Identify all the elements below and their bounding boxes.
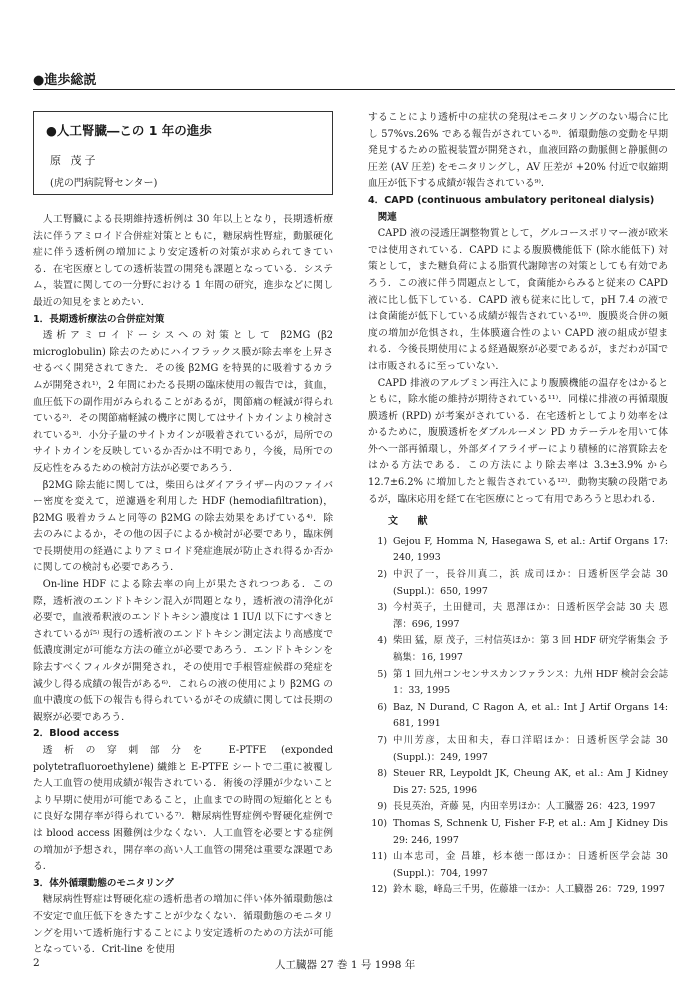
reference-item: 4) 柴田 猛，原 茂子，三村信英ほか：第 3 回 HDF 研究学術集会 予稿集：16, 1997 xyxy=(377,635,668,663)
paragraph: 糖尿病性腎症は腎硬化症の透析患者の増加に伴い体外循環動態は不安定で血圧低下をきたすことが少なくない．循環動態のモニタリングを用いて透析施行することにより安定透析のための方法が可能となっている．Crit-line を使用 xyxy=(33,894,333,956)
reference-item: 9) 長見英治，斉藤 晃，内田幸男ほか：人工臓器 26：423, 1997 xyxy=(377,801,656,813)
reference-item: 6) Baz, N Durand, C Ragon A, et al.: Int J Artif Organs 14: 681, 1991 xyxy=(377,701,668,730)
section-2-heading: 2．Blood access xyxy=(33,728,120,740)
title-box xyxy=(33,111,333,195)
paragraph: 透析の穿刺部分を E-PTFE (exponded polytetrafluoroethylene) 繊維と E-PTFE シートで二重に被覆した人工血管の使用成績が報告されている．術後の浮腫が少ないことより早期に使用が可能であること，止血までの時間の短縮化とともに良好な開存率が得られている⁷⁾．糖尿病性腎症例や腎硬化症例では blood access 困難例は少なくない．人工血管を必要とする症例の増加が予想され，開存率の高い人工血管の開発は重要な課題である． xyxy=(33,745,333,873)
reference-item: 2) 中沢了一，長谷川真二，浜 成司ほか：日透析医学会誌 30 (Suppl.)：650, 1997 xyxy=(377,569,668,597)
paragraph: CAPD 液の浸透圧調整物質として，グルコースポリマー液が欧米では使用されている．CAPD による腹膜機能低下 (除水能低下) 対策として，また糖負荷による脂質代謝障害の対策としても有効であろう．この液に伴う問題点として，食菌能からみると従来の CAPD 液に比し低下している．CAPD 液も従来に比して，pH 7.4 の液では食菌能が低下している成績が報告されている¹⁰⁾．腹膜炎合併の頻度の増加が危惧され，生体膜適合性のよい CAPD 液の組成が望まれる．今後長期使用による経過観察が必要であるが，まだわが国では市販されるに至っていない． xyxy=(368,228,668,372)
paragraph: On-line HDF による除去率の向上が果たされつつある．この際，透析液のエンドトキシン混入が問題となり，透析液の清浄化が必要で，血液希釈液のエンドトキシン濃度は 1 IU/l 以下にすべきとされているが⁵⁾ 現行の透析液のエンドトキシン測定法より高感度で低濃度測定が可能な方法の確立が必要であろう．エンドトキシンを除去すべくフィルタが開発され，その使用で手根管症候群の発症を減少し得る成績の報告がある⁶⁾．これらの液の使用により β2MG の血中濃度の低下の報告も得られているがその成績に関しては長期の観察が必要であろう． xyxy=(33,579,333,723)
paragraph: することにより透析中の症状の発現はモニタリングのない場合に比し 57%vs.26% である報告がされている⁸⁾．循環動態の変動を早期発見するための監視装置が開発され，血液回路の動脈側と静脈側の圧差 (AV 圧差) をモニタリングし，AV 圧差が +20% 付近で収縮期血圧が低下する成績が報告されている⁹⁾． xyxy=(368,112,668,190)
page-number: 2 xyxy=(33,957,40,969)
article-title: ●人工腎臓―この 1 年の進歩 xyxy=(46,123,212,138)
paragraph: CAPD 排液のアルブミン再注入により腹膜機能の温存をはかるとともに，除水能の維持が期待されている¹¹⁾．同様に排液の再循環腹膜透析 (RPD) が考案がされている．在宅透析としてより効率をはかるために，腹膜透析をダブルルーメン PD カテーテルを用いて体外へ一部再循環し，外部ダイアライザーにより積極的に溶質除去をはかる方法である．この方法により除去率は 3.3±3.9% から 12.7±6.2% に増加したと報告されている¹²⁾．動物実験の段階であるが，臨床応用を経て在宅医療にとって有用であろうと思われる． xyxy=(368,377,668,505)
reference-item: 1) Gejou F, Homma N, Hasegawa S, et al.: Artif Organs 17: 240, 1993 xyxy=(377,535,668,564)
reference-list xyxy=(368,534,668,899)
intro-paragraph: 人工腎臓による長期維持透析例は 30 年以上となり，長期透析療法に伴うアミロイド合併症対策とともに，糖尿病性腎症，動脈硬化症に伴う透析例の増加により安定透析の対策が求められてきている．在宅医療としての透析装置の開発も課題となっている．システム，装置に関しての一分野における 1 年間の研究，進歩などに関し最近の知見をまとめたい． xyxy=(33,214,333,308)
section-1-heading: 1．長期透析療法の合併症対策 xyxy=(33,313,165,325)
section-4-heading: 4．CAPD (continuous ambulatory peritoneal dialysis) xyxy=(368,194,655,206)
reference-item: 12) 鈴木 聡，峰島三千男，佐藤雄一ほか：人工臓器 26：729, 1997 xyxy=(371,884,665,896)
section-header: ●進歩総説 xyxy=(33,73,97,88)
reference-item: 3) 今村英子，土田健司，夫 恩澤ほか：日透析医学会誌 30 夫 恩澤：696, 1997 xyxy=(377,602,668,630)
left-column xyxy=(33,212,333,959)
reference-item: 8) Steuer RR, Leypoldt JK, Cheung AK, et al.: Am J Kidney Dis 27: 525, 1996 xyxy=(377,768,668,796)
affiliation: (虎の門病院腎センター) xyxy=(50,178,158,189)
references-heading: 文 献 xyxy=(388,516,436,528)
reference-item: 5) 第 1 回九州コンセンサスカンファランス：九州 HDF 検討会会誌 1：33, 1995 xyxy=(377,668,668,697)
journal-footer: 人工臓器 27 巻 1 号 1998 年 xyxy=(275,959,416,971)
reference-item: 11) 山本忠司，金 昌雄，杉本徳一郎ほか：日透析医学会誌 30 (Suppl.)：704, 1997 xyxy=(371,851,668,879)
header-rule xyxy=(33,89,675,90)
paragraph: β2MG 除去能に関しては，柴田らはダイアライザー内のファイバー密度を変えて，逆濾過を利用した HDF (hemodiafiltration)，β2MG 吸着カラムと同等の β2MG の除去効果をあげている⁴⁾．除去のみによるか，その他の因子によるか検討が必要であり，臨床例で長期使用の経過によりアミロイド発症進展が防止され得るか否かに関しての検討も必要であろう． xyxy=(33,479,333,574)
reference-item: 10) Thomas S, Schnenk U, Fisher F-P, et al.: Am J Kidney Dis 29: 246, 1997 xyxy=(371,817,668,846)
section-4-heading-cont: 関連 xyxy=(377,211,397,223)
paragraph: 透析アミロイドーシスへの対策として β2MG (β2 microglobulin) 除去のためにハイフラックス膜が除去率を上昇させるべく開発されてきた．その後 β2MG を特異的に吸着するカラムが開発され¹⁾，2 年間にわたる長期の臨床使用の報告では，貧血，血圧低下の副作用がみられることがあるが，関節痛の軽減が得られている²⁾．その関節痛軽減の機序に関してはサイトカインより検討されている³⁾．小分子量のサイトカインが吸着されているが，局所でのサイトカインを反映しているか否かは不明であり，今後，局所での反応性をみるための検討方法が必要であろう． xyxy=(33,330,333,474)
reference-item: 7) 中川芳彦，太田和夫，春口洋昭ほか：日透析医学会誌 30 (Suppl.)：249, 1997 xyxy=(377,734,668,763)
section-3-heading: 3．体外循環動態のモニタリング xyxy=(33,877,174,889)
right-column xyxy=(368,110,668,899)
author: 原 茂子 xyxy=(50,154,99,167)
